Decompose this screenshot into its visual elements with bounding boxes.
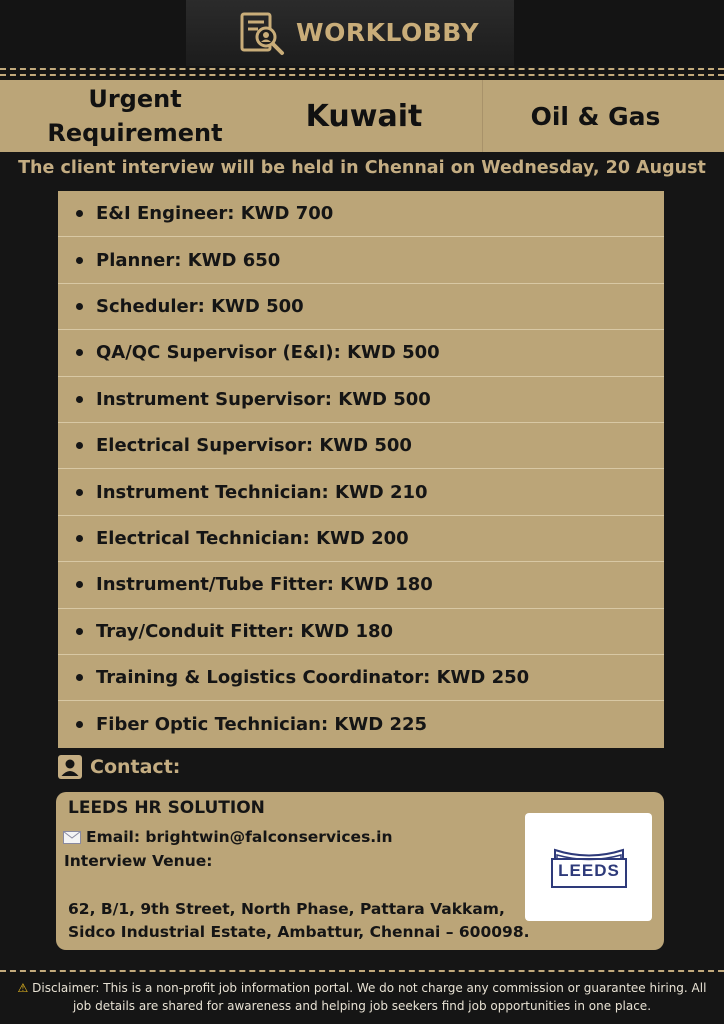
document-search-icon xyxy=(238,11,286,57)
list-item xyxy=(58,423,664,469)
job-text: Instrument Technician: KWD 210 xyxy=(96,481,428,503)
list-item xyxy=(58,562,664,608)
urgent-line-1: Urgent xyxy=(88,85,182,113)
country-label: Kuwait xyxy=(305,98,423,134)
job-text: QA/QC Supervisor (E&I): KWD 500 xyxy=(96,342,440,364)
address-line-1: 62, B/1, 9th Street, North Phase, Pattara Vakkam, xyxy=(68,900,505,918)
job-text: E&I Engineer: KWD 700 xyxy=(96,203,334,225)
list-item xyxy=(58,609,664,655)
job-text: Tray/Conduit Fitter: KWD 180 xyxy=(96,620,394,642)
bullet-icon xyxy=(76,628,83,635)
bullet-icon xyxy=(76,349,83,356)
envelope-icon xyxy=(63,831,81,844)
disclaimer-line-2: job details are shared for awareness and helping job seekers find job opportunities in one place. xyxy=(72,999,652,1013)
contact-card xyxy=(56,792,664,950)
list-item xyxy=(58,191,664,237)
list-item xyxy=(58,284,664,330)
list-item xyxy=(58,701,664,747)
bullet-icon xyxy=(76,721,83,728)
urgent-line-2: Requirement xyxy=(47,119,223,147)
job-list xyxy=(58,191,664,748)
job-text: Fiber Optic Technician: KWD 225 xyxy=(96,713,428,735)
partner-logo-card xyxy=(525,813,652,921)
venue-label: Interview Venue: xyxy=(64,852,213,870)
divider-dashed-top xyxy=(0,68,724,70)
email-row[interactable] xyxy=(63,828,393,846)
bullet-icon xyxy=(76,303,83,310)
job-text: Instrument/Tube Fitter: KWD 180 xyxy=(96,574,433,596)
job-text: Electrical Supervisor: KWD 500 xyxy=(96,435,412,457)
list-item xyxy=(58,237,664,283)
bullet-icon xyxy=(76,535,83,542)
industry-label: Oil & Gas xyxy=(482,80,708,152)
disclaimer xyxy=(0,979,724,1015)
bullet-icon xyxy=(76,396,83,403)
person-icon xyxy=(58,755,82,779)
job-text: Scheduler: KWD 500 xyxy=(96,295,304,317)
bullet-icon xyxy=(76,442,83,449)
bullet-icon xyxy=(76,581,83,588)
bullet-icon xyxy=(76,489,83,496)
list-item xyxy=(58,469,664,515)
urgent-requirement-label xyxy=(20,80,250,152)
contact-label: Contact: xyxy=(90,756,181,778)
partner-logo-text: LEEDS xyxy=(558,861,620,880)
warning-icon: ⚠ xyxy=(17,981,29,995)
bullet-icon xyxy=(76,674,83,681)
job-text: Instrument Supervisor: KWD 500 xyxy=(96,388,431,410)
interview-note: The client interview will be held in Chennai on Wednesday, 20 August xyxy=(18,158,706,178)
list-item xyxy=(58,655,664,701)
bullet-icon xyxy=(76,257,83,264)
divider-dashed-footer xyxy=(0,970,724,972)
list-item xyxy=(58,330,664,376)
bullet-icon xyxy=(76,210,83,217)
list-item xyxy=(58,516,664,562)
header-band xyxy=(0,80,724,152)
divider-dashed-bottom xyxy=(0,74,724,76)
job-text: Planner: KWD 650 xyxy=(96,249,281,271)
brand-logo-text: WORKLOBBY xyxy=(296,18,480,47)
disclaimer-line-1: Disclaimer: This is a non-profit job information portal. We do not charge any commission or guarantee hiring. All xyxy=(32,981,707,995)
address-line-2: Sidco Industrial Estate, Ambattur, Chennai – 600098. xyxy=(68,923,530,941)
contact-heading xyxy=(58,754,180,780)
company-name: LEEDS HR SOLUTION xyxy=(68,798,265,818)
job-text: Training & Logistics Coordinator: KWD 250 xyxy=(96,667,530,689)
list-item xyxy=(58,377,664,423)
job-text: Electrical Technician: KWD 200 xyxy=(96,527,409,549)
email-text[interactable]: Email: brightwin@falconservices.in xyxy=(86,828,393,846)
